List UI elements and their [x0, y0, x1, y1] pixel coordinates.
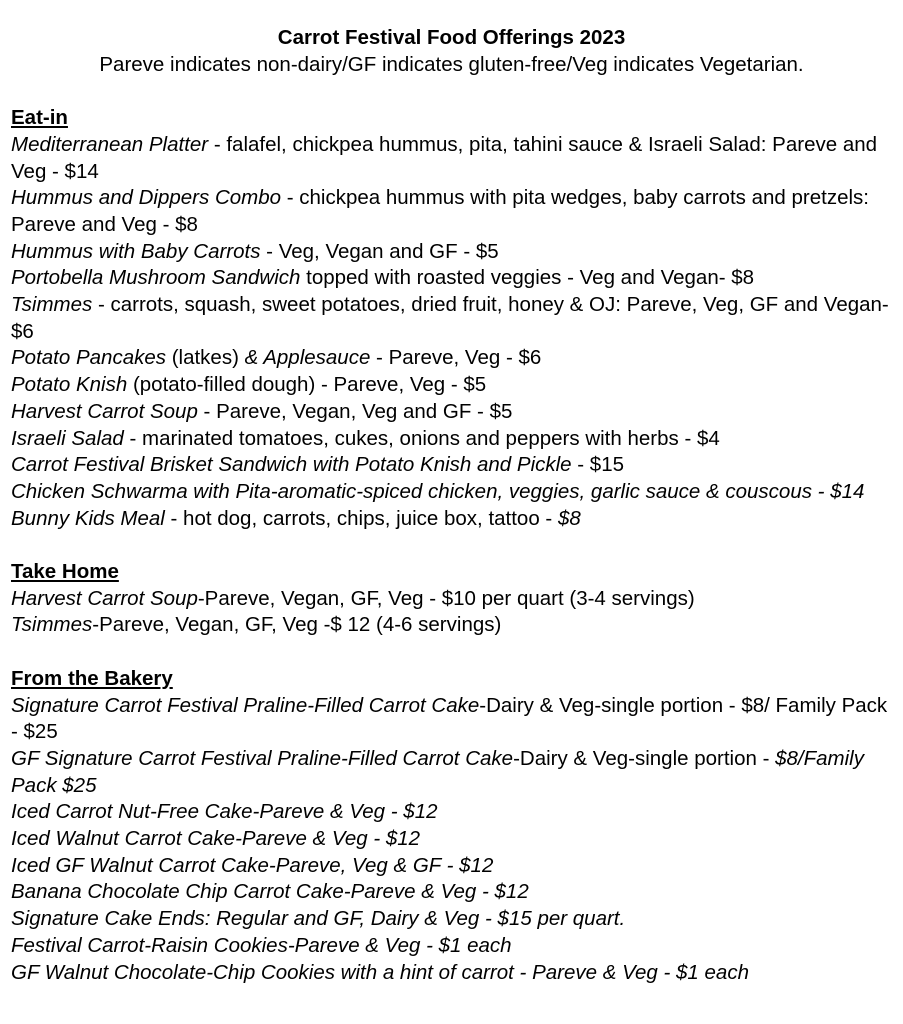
item-name: Mediterranean Platter — [11, 132, 209, 156]
menu-item — [11, 933, 896, 960]
item-name: GF Signature Carrot Festival Praline-Filled Carrot Cake — [11, 746, 514, 770]
item-name: Tsimmes — [11, 293, 93, 317]
menu-item — [11, 506, 896, 533]
item-description: - carrots, squash, sweet potatoes, dried fruit, honey & OJ: Pareve, Veg, GF and Vegan- $6 — [11, 293, 889, 343]
item-description: -Pareve, Vegan, GF, Veg - $10 per quart (3-4 servings) — [197, 586, 695, 610]
eat-in-list — [11, 132, 903, 533]
page-subtitle: Pareve indicates non-dairy/GF indicates gluten-free/Veg indicates Vegetarian. — [99, 52, 804, 76]
section-heading-bakery: From the Bakery — [11, 666, 173, 690]
menu-item — [11, 372, 896, 399]
item-description: - hot dog, carrots, chips, juice box, tattoo - — [164, 506, 558, 530]
item-name: Iced Walnut Carrot Cake-Pareve & Veg - $12 — [11, 827, 421, 851]
item-name: GF Walnut Chocolate-Chip Cookies with a hint of carrot - Pareve & Veg - $1 each — [11, 960, 749, 984]
bakery-list — [11, 693, 903, 987]
page-title: Carrot Festival Food Offerings 2023 — [277, 26, 626, 49]
menu-item — [11, 879, 896, 906]
item-name: Tsimmes — [11, 613, 93, 637]
item-price: $8/Family Pack $25 — [11, 746, 864, 797]
item-name: Potato Knish — [11, 373, 128, 397]
menu-item — [11, 586, 896, 613]
section-heading-take-home: Take Home — [11, 560, 119, 584]
item-name: Iced GF Walnut Carrot Cake-Pareve, Veg & GF - $12 — [11, 853, 494, 877]
item-description: topped with roasted veggies - Veg and Vegan- $8 — [300, 266, 755, 290]
menu-item — [11, 452, 896, 479]
item-description: - marinated tomatoes, cukes, onions and peppers with herbs - $4 — [123, 426, 720, 450]
item-description: - Pareve, Vegan, Veg and GF - $5 — [197, 399, 513, 423]
item-name: Signature Cake Ends: Regular and GF, Dairy & Veg - $15 per quart. — [11, 907, 626, 931]
item-name: Festival Carrot-Raisin Cookies-Pareve & Veg - $1 each — [11, 933, 512, 957]
menu-item — [11, 265, 896, 292]
menu-item — [11, 799, 896, 826]
menu-item — [11, 292, 896, 345]
item-name: Iced Carrot Nut-Free Cake-Pareve & Veg - $12 — [11, 800, 438, 824]
item-name: Bunny Kids Meal — [11, 506, 165, 530]
item-name: Hummus and Dippers Combo — [11, 186, 282, 210]
item-description: - falafel, chickpea hummus, pita, tahini sauce & Israeli Salad: Pareve and Veg - $14 — [11, 132, 878, 183]
item-description: -Dairy & Veg-single portion - — [513, 746, 776, 770]
item-description: (potato-filled dough) - Pareve, Veg - $5 — [127, 373, 487, 397]
item-name: Carrot Festival Brisket Sandwich with Potato Knish and Pickle — [11, 453, 572, 477]
item-name: Portobella Mushroom Sandwich — [11, 266, 301, 290]
item-description: - Veg, Vegan and GF - $5 — [260, 239, 499, 263]
menu-item — [11, 132, 896, 185]
item-description: - chickpea hummus with pita wedges, baby carrots and pretzels: Pareve and Veg - $8 — [11, 186, 869, 236]
menu-item — [11, 185, 896, 238]
menu-item — [11, 239, 896, 266]
item-name: Signature Carrot Festival Praline-Filled Carrot Cake — [11, 693, 480, 717]
menu-item — [11, 826, 896, 853]
menu-item — [11, 960, 896, 987]
item-name: Harvest Carrot Soup — [11, 586, 198, 610]
item-description: - Pareve, Veg - $6 — [370, 346, 542, 370]
menu-item — [11, 853, 896, 880]
menu-item — [11, 693, 896, 746]
item-note: (latkes) — [166, 346, 245, 370]
item-name: Hummus with Baby Carrots — [11, 239, 261, 263]
menu-item — [11, 906, 896, 933]
item-name: Chicken Schwarma with Pita-aromatic-spiced chicken, veggies, garlic sauce & couscous - $14 — [11, 479, 865, 503]
item-name: Banana Chocolate Chip Carrot Cake-Pareve & Veg - $12 — [11, 880, 529, 904]
item-name: Harvest Carrot Soup — [11, 399, 198, 423]
item-description: - $15 — [571, 453, 624, 477]
item-name: Potato Pancakes — [11, 346, 166, 370]
menu-item — [11, 612, 896, 639]
item-price: $8 — [557, 506, 581, 530]
menu-item — [11, 479, 896, 506]
item-description: -Pareve, Vegan, GF, Veg -$ 12 (4-6 servings) — [92, 613, 502, 637]
menu-item — [11, 426, 896, 453]
item-name: Israeli Salad — [11, 426, 124, 450]
item-name-secondary: & Applesauce — [244, 346, 371, 370]
take-home-list — [11, 586, 903, 639]
menu-item — [11, 345, 896, 372]
menu-item — [11, 746, 896, 799]
section-heading-eat-in: Eat-in — [11, 106, 68, 130]
menu-item — [11, 399, 896, 426]
item-description: -Dairy & Veg-single portion - $8/ Family Pack - $25 — [11, 693, 888, 744]
